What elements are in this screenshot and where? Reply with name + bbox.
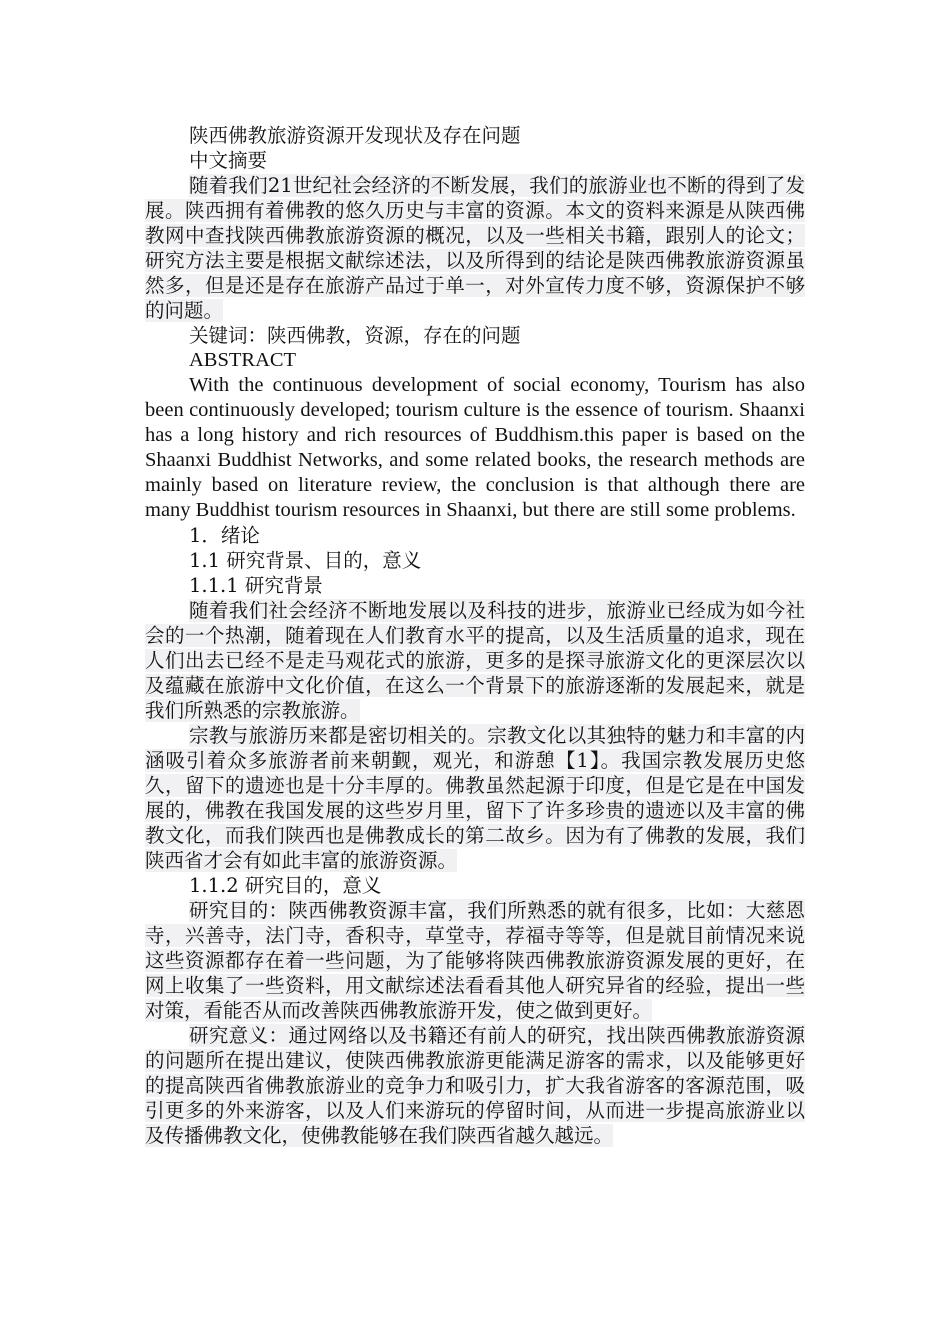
section-heading-1-1-2: 1.1.2 研究目的，意义 [189, 874, 382, 897]
document-body [145, 123, 805, 1148]
significance-paragraph-text: 研究意义：通过网络以及书籍还有前人的研究，找出陕西佛教旅游资源的问题所在提出建议，使陕西佛教旅游更能满足游客的需求，以及能够更好的提高陕西省佛教旅游业的竞争力和吸引力，扩大我省游客的客源范围，吸引更多的外来游客，以及人们来游玩的停留时间，从而进一步提高旅游业以及传播佛教文化，使佛教能够在我们陕西省越久越远。 [145, 1024, 805, 1147]
purpose-paragraph [145, 898, 805, 1023]
abstract-en-heading: ABSTRACT [189, 349, 297, 371]
abstract-en-paragraph: With the continuous development of social economy, Tourism has also been continuously developed; tourism culture is the essence of tourism. Shaanxi has a long history and rich resources of Buddhism.this paper is based on the Shaanxi Buddhist Networks, and some related books, the research methods are mainly based on literature review, the conclusion is that although there are many Buddhist tourism resources in Shaanxi, but there are still some problems. [145, 374, 805, 521]
significance-paragraph [145, 1023, 805, 1148]
keywords-line: 关键词：陕西佛教，资源，存在的问题 [189, 324, 521, 347]
abstract-cn-text: 随着我们21世纪社会经济的不断发展，我们的旅游业也不断的得到了发展。陕西拥有着佛教的悠久历史与丰富的资源。本文的资料来源是从陕西佛教网中查找陕西佛教旅游资源的概况，以及一些相关书籍，跟别人的论文；研究方法主要是根据文献综述法，以及所得到的结论是陕西佛教旅游资源虽然多，但是还是存在旅游产品过于单一，对外宣传力度不够，资源保护不够的问题。 [145, 174, 805, 322]
document-title: 陕西佛教旅游资源开发现状及存在问题 [189, 124, 521, 147]
section-heading-1-1-1: 1.1.1 研究背景 [189, 574, 323, 597]
background-paragraph-2-text: 宗教与旅游历来都是密切相关的。宗教文化以其独特的魅力和丰富的内涵吸引着众多旅游者前来朝觐，观光，和游憩【1】。我国宗教发展历史悠久，留下的遗迹也是十分丰厚的。佛教虽然起源于印度，但是它是在中国发展的，佛教在我国发展的这些岁月里，留下了许多珍贵的遗迹以及丰富的佛教文化，而我们陕西也是佛教成长的第二故乡。因为有了佛教的发展，我们陕西省才会有如此丰富的旅游资源。 [145, 724, 805, 872]
background-paragraph-2 [145, 723, 805, 873]
abstract-cn-heading: 中文摘要 [189, 149, 268, 172]
section-heading-1: 1．绪论 [189, 524, 260, 547]
section-heading-1-1: 1.1 研究背景、目的，意义 [189, 549, 422, 572]
abstract-cn-paragraph [145, 173, 805, 323]
background-paragraph-1-text: 随着我们社会经济不断地发展以及科技的进步，旅游业已经成为如今社会的一个热潮，随着现在人们教育水平的提高，以及生活质量的追求，现在人们出去已经不是走马观花式的旅游，更多的是探寻旅游文化的更深层次以及蕴藏在旅游中文化价值，在这么一个背景下的旅游逐渐的发展起来，就是我们所熟悉的宗教旅游。 [145, 599, 805, 722]
purpose-paragraph-text: 研究目的：陕西佛教资源丰富，我们所熟悉的就有很多，比如：大慈恩寺，兴善寺，法门寺，香积寺，草堂寺，荐福寺等等，但是就目前情况来说这些资源都存在着一些问题，为了能够将陕西佛教旅游资源发展的更好，在网上收集了一些资料，用文献综述法看看其他人研究异省的经验，提出一些对策，看能否从而改善陕西佛教旅游开发，使之做到更好。 [145, 899, 805, 1022]
background-paragraph-1 [145, 598, 805, 723]
